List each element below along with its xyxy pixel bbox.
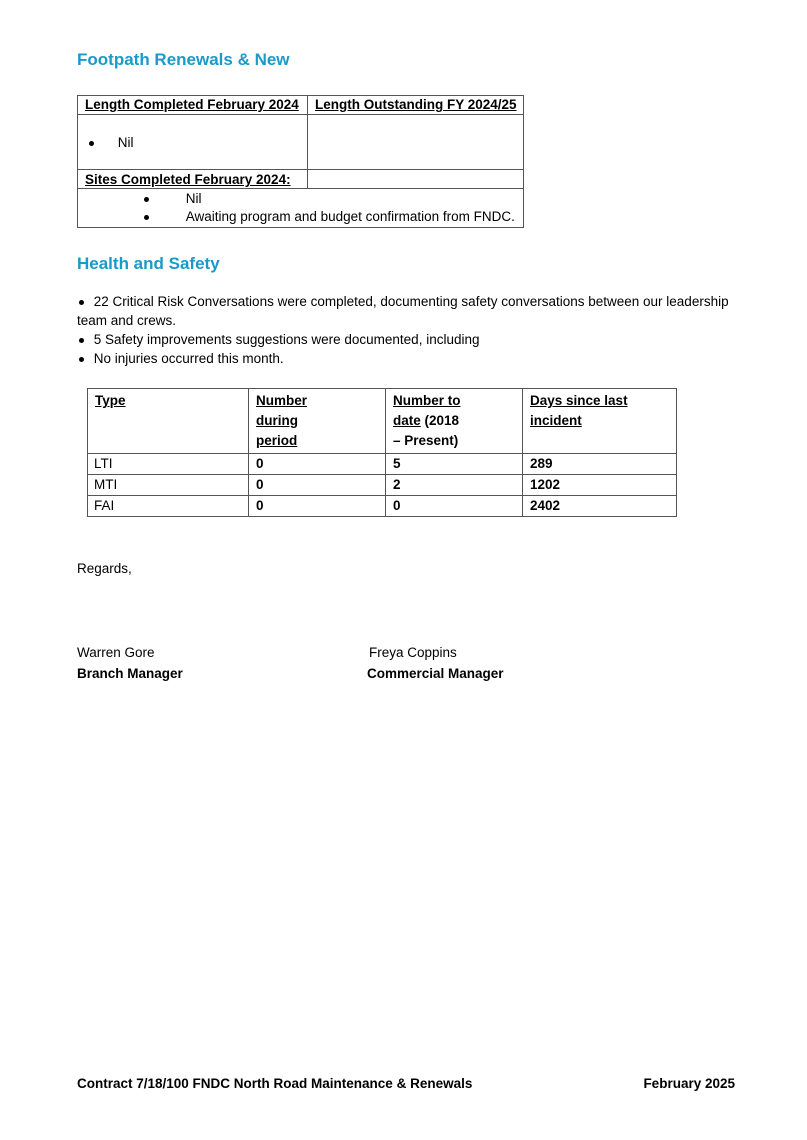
cell-to-date: 5: [386, 454, 523, 475]
incident-table: [87, 388, 677, 517]
header-todate-2: date (2018: [393, 413, 460, 428]
cell-days: 1202: [523, 475, 677, 496]
signatory-2-name: Freya Coppins: [369, 645, 457, 660]
cell-to-date: 0: [386, 496, 523, 517]
footpath-table: [77, 95, 524, 228]
bullet-icon: [79, 338, 84, 343]
health-bullet-3: No injuries occurred this month.: [79, 351, 284, 366]
cell-during: 0: [249, 475, 386, 496]
signatory-2-title: Commercial Manager: [367, 666, 504, 681]
health-bullet-1-cont: team and crews.: [77, 313, 177, 328]
cell-type: LTI: [88, 454, 249, 475]
health-heading: Health and Safety: [77, 254, 220, 273]
header-todate-1: Number to: [393, 393, 461, 408]
footpath-row1-item: Nil: [89, 135, 134, 150]
header-type: Type: [95, 393, 126, 408]
header-days-1: Days since last: [530, 393, 628, 408]
health-bullet-1: 22 Critical Risk Conversations were completed, documenting safety conversations between our leadership: [79, 294, 729, 309]
footpath-header-completed: Length Completed February 2024: [85, 97, 299, 112]
header-todate-3: – Present): [393, 433, 459, 448]
header-days-2: incident: [530, 413, 582, 428]
header-during-3: period: [256, 433, 298, 448]
footpath-heading: Footpath Renewals & New: [77, 50, 290, 69]
header-during-2: during: [256, 413, 298, 428]
cell-type: FAI: [88, 496, 249, 517]
incident-table-header: [88, 389, 677, 454]
footpath-header-outstanding: Length Outstanding FY 2024/25: [315, 97, 517, 112]
cell-days: 2402: [523, 496, 677, 517]
cell-days: 289: [523, 454, 677, 475]
signatory-1-name: Warren Gore: [77, 645, 155, 660]
table-row: [88, 454, 677, 475]
table-row: [88, 475, 677, 496]
cell-type: MTI: [88, 475, 249, 496]
cell-to-date: 2: [386, 475, 523, 496]
bullet-icon: [144, 215, 149, 220]
footpath-sites-item: Nil: [144, 191, 202, 206]
regards-text: Regards,: [77, 561, 132, 576]
footer-date: February 2025: [643, 1076, 735, 1091]
bullet-icon: [144, 197, 149, 202]
table-row: [88, 496, 677, 517]
footer-contract: Contract 7/18/100 FNDC North Road Maintenance & Renewals: [77, 1076, 473, 1091]
cell-during: 0: [249, 496, 386, 517]
health-bullet-2: 5 Safety improvements suggestions were documented, including: [79, 332, 479, 347]
footpath-sites-label: Sites Completed February 2024:: [85, 172, 291, 187]
bullet-icon: [79, 357, 84, 362]
signatory-1-title: Branch Manager: [77, 666, 183, 681]
bullet-icon: [89, 141, 94, 146]
footpath-sites-item: Awaiting program and budget confirmation from FNDC.: [144, 209, 515, 224]
bullet-icon: [79, 300, 84, 305]
header-during-1: Number: [256, 393, 308, 408]
cell-during: 0: [249, 454, 386, 475]
